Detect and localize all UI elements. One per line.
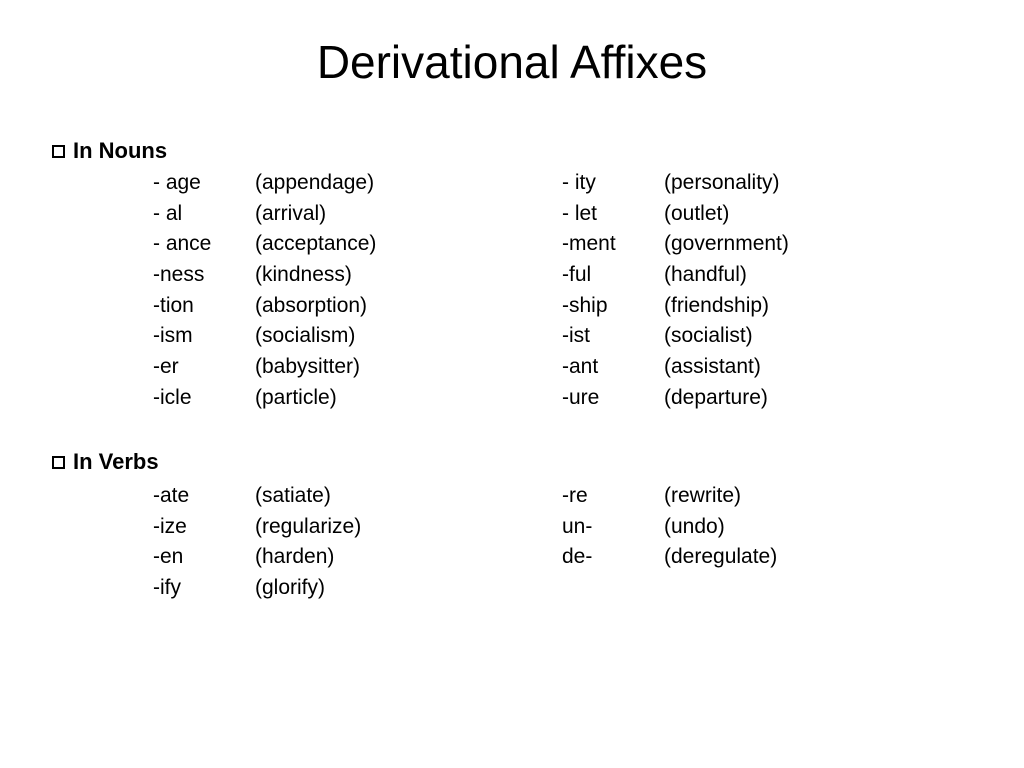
example-word: (government) [664, 232, 789, 256]
example-word: (babysitter) [255, 355, 361, 379]
affix: -ant [562, 355, 599, 379]
affix: -ness [153, 263, 205, 287]
affix: -ate [153, 484, 190, 507]
list-item [0, 352, 1024, 383]
affix: -er [153, 355, 179, 379]
example-word: (personality) [664, 171, 780, 194]
affix: un- [562, 514, 593, 538]
section-heading-verbs [52, 448, 159, 476]
square-bullet-icon [52, 456, 65, 469]
list-item [0, 291, 1024, 322]
example-word: (glorify) [255, 576, 326, 600]
list-item [0, 321, 1024, 352]
affix: -ment [562, 232, 616, 256]
nouns-affix-list [0, 168, 1024, 414]
list-item [0, 542, 1024, 573]
verbs-affix-list [0, 481, 1024, 604]
example-word: (harden) [255, 545, 335, 569]
affix: -ist [562, 324, 590, 348]
example-word: (deregulate) [664, 545, 778, 569]
example-word: (satiate) [255, 484, 331, 507]
affix: -re [562, 484, 588, 507]
affix: -ify [153, 576, 181, 600]
section-heading-label: In Nouns [73, 138, 168, 163]
affix: - al [153, 201, 183, 225]
example-word: (regularize) [255, 514, 362, 538]
example-word: (undo) [664, 514, 725, 538]
example-word: (kindness) [255, 263, 352, 287]
affix: - ity [562, 171, 596, 194]
list-item [0, 260, 1024, 291]
example-word: (rewrite) [664, 484, 741, 507]
example-word: (socialist) [664, 324, 753, 348]
section-heading-nouns [52, 137, 167, 165]
affix: - ance [153, 232, 212, 256]
example-word: (departure) [664, 385, 768, 409]
example-word: (friendship) [664, 293, 770, 317]
affix: -en [153, 545, 184, 569]
example-word: (absorption) [255, 293, 368, 317]
affix: -ship [562, 293, 608, 317]
example-word: (acceptance) [255, 232, 377, 256]
list-item [0, 573, 1024, 604]
list-item [0, 512, 1024, 543]
list-item [0, 481, 1024, 512]
list-item [0, 168, 1024, 199]
affix: -ism [153, 324, 193, 348]
example-word: (socialism) [255, 324, 356, 348]
affix: - let [562, 201, 598, 225]
example-word: (appendage) [255, 171, 375, 194]
affix: - age [153, 171, 201, 194]
list-item [0, 383, 1024, 414]
affix: -ful [562, 263, 592, 287]
affix: -ize [153, 514, 187, 538]
affix: -icle [153, 385, 192, 409]
list-item [0, 199, 1024, 230]
affix: -ure [562, 385, 600, 409]
example-word: (arrival) [255, 201, 327, 225]
affix: de- [562, 545, 593, 569]
affix: -tion [153, 293, 194, 317]
slide-title: Derivational Affixes [316, 36, 708, 88]
example-word: (outlet) [664, 201, 730, 225]
section-heading-label: In Verbs [73, 449, 159, 474]
example-word: (handful) [664, 263, 747, 287]
example-word: (particle) [255, 385, 337, 409]
square-bullet-icon [52, 145, 65, 158]
list-item [0, 229, 1024, 260]
example-word: (assistant) [664, 355, 761, 379]
